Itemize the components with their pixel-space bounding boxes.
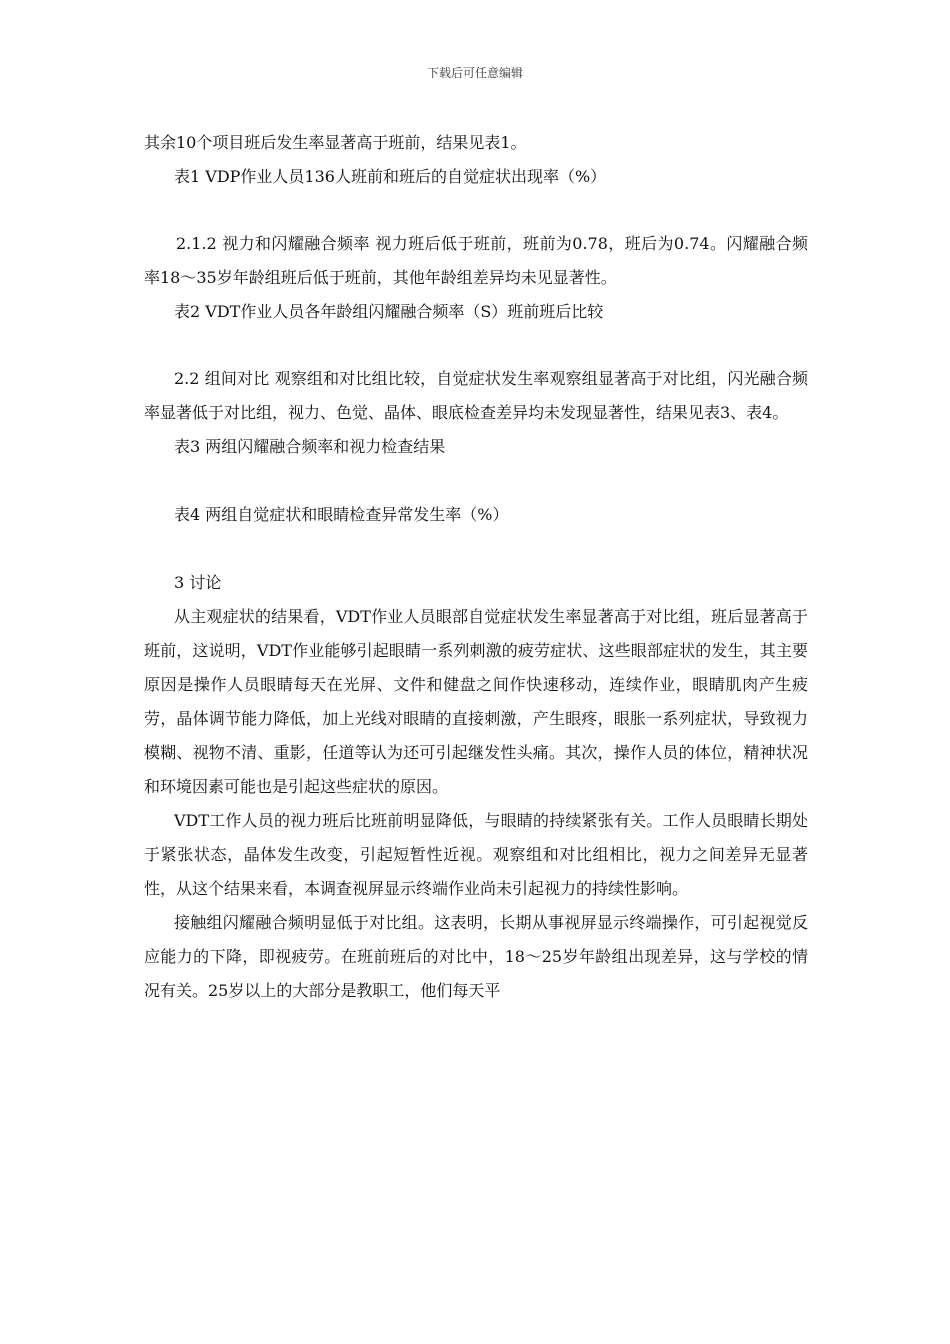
discussion-paragraph-2: VDT工作人员的视力班后比班前明显降低，与眼睛的持续紧张有关。工作人员眼睛长期处于紧张状态，晶体发生改变，引起短暂性近视。观察组和对比组相比，视力之间差异无显著性，从这个结果来看，本调查视屏显示终端作业尚未引起视力的持续性影响。 <box>144 811 808 898</box>
paragraph-continuation: 其余10个项目班后发生率显著高于班前，结果见表1。 <box>144 133 527 152</box>
table-1-placeholder <box>144 194 808 227</box>
table-4-placeholder <box>144 532 808 566</box>
section-3-heading: 3 讨论 <box>174 573 222 592</box>
table-3-placeholder <box>144 464 808 498</box>
paragraph-2-1-2: 2.1.2 视力和闪耀融合频率 视力班后低于班前，班前为0.78，班后为0.74。闪耀融合频率18～35岁年龄组班后低于班前，其他年龄组差异均未见显著性。 <box>144 234 808 287</box>
discussion-paragraph-1: 从主观症状的结果看，VDT作业人员眼部自觉症状发生率显著高于对比组，班后显著高于班前，这说明，VDT作业能够引起眼睛一系列刺激的疲劳症状、这些眼部症状的发生，其主要原因是操作人员眼睛每天在光屏、文件和健盘之间作快速移动，连续作业，眼睛肌肉产生疲劳，晶体调节能力降低，加上光线对眼睛的直接刺激，产生眼疼，眼胀一系列症状，导致视力模糊、视物不清、重影，任道等认为还可引起继发性头痛。其次，操作人员的体位，精神状况和环境因素可能也是引起这些症状的原因。 <box>144 607 808 796</box>
table-2-placeholder <box>144 329 808 362</box>
document-body <box>144 126 808 1008</box>
table-1-caption: 表1 VDP作业人员136人班前和班后的自觉症状出现率（%） <box>174 167 607 186</box>
table-4-caption: 表4 两组自觉症状和眼睛检查异常发生率（%） <box>174 505 509 524</box>
table-2-caption: 表2 VDT作业人员各年龄组闪耀融合频率（S）班前班后比较 <box>174 302 604 321</box>
page-header: 下载后可任意编辑 <box>426 66 523 80</box>
table-3-caption: 表3 两组闪耀融合频率和视力检查结果 <box>174 437 446 456</box>
paragraph-2-2: 2.2 组间对比 观察组和对比组比较，自觉症状发生率观察组显著高于对比组，闪光融合频率显著低于对比组，视力、色觉、晶体、眼底检查差异均未发现显著性，结果见表3、表4。 <box>144 369 808 422</box>
discussion-paragraph-3: 接触组闪耀融合频明显低于对比组。这表明，长期从事视屏显示终端操作，可引起视觉反应能力的下降，即视疲劳。在班前班后的对比中，18～25岁年龄组出现差异，这与学校的情况有关。25岁以上的大部分是教职工，他们每天平 <box>144 913 808 1000</box>
